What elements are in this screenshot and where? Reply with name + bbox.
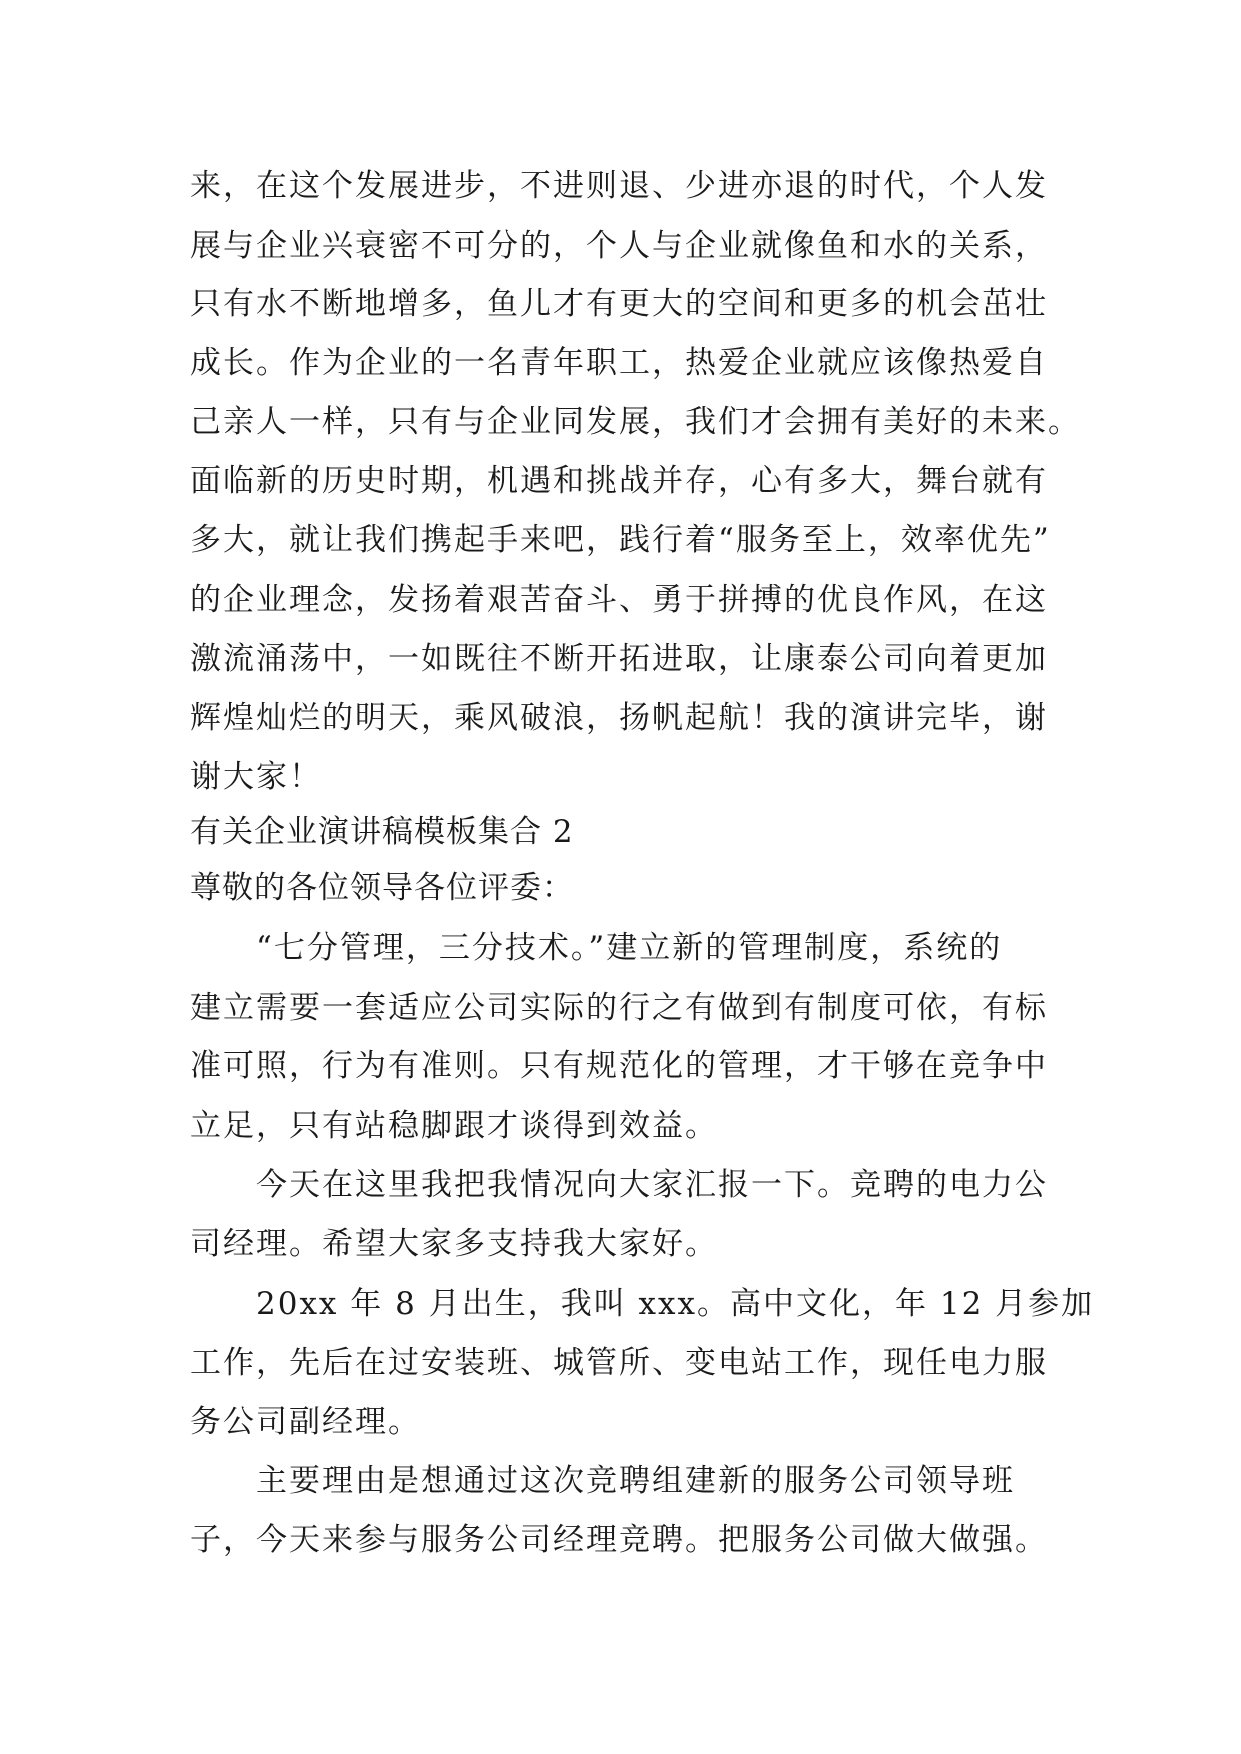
paragraph-line: 展与企业兴衰密不可分的，个人与企业就像鱼和水的关系，	[190, 228, 1048, 264]
paragraph-line: 主要理由是想通过这次竞聘组建新的服务公司领导班	[256, 1463, 1015, 1499]
section-title: 有关企业演讲稿模板集合 2	[190, 814, 574, 850]
paragraph-line: 建立需要一套适应公司实际的行之有做到有制度可依，有标	[190, 990, 1048, 1026]
paragraph-line: 司经理。希望大家多支持我大家好。	[190, 1226, 718, 1262]
paragraph-line: 务公司副经理。	[190, 1404, 421, 1440]
paragraph-line: 今天在这里我把我情况向大家汇报一下。竞聘的电力公	[256, 1167, 1048, 1203]
paragraph-line: 面临新的历史时期，机遇和挑战并存，心有多大，舞台就有	[190, 463, 1048, 499]
paragraph-line: 己亲人一样，只有与企业同发展，我们才会拥有美好的未来。	[190, 404, 1081, 440]
paragraph-line: 20xx 年 8 月出生，我叫 xxx。高中文化，年 12 月参加	[256, 1286, 1095, 1322]
paragraph-line: 成长。作为企业的一名青年职工，热爱企业就应该像热爱自	[190, 345, 1048, 381]
paragraph-line: 立足，只有站稳脚跟才谈得到效益。	[190, 1108, 718, 1144]
paragraph-line: 工作，先后在过安装班、城管所、变电站工作，现任电力服	[190, 1345, 1048, 1381]
paragraph-line: 只有水不断地增多，鱼儿才有更大的空间和更多的机会茁壮	[190, 286, 1048, 322]
paragraph-line: 谢大家！	[190, 759, 322, 795]
paragraph-line: 多大，就让我们携起手来吧，践行着“服务至上，效率优先”	[190, 522, 1051, 558]
paragraph-line: “七分管理，三分技术。”建立新的管理制度，系统的	[256, 930, 1003, 966]
paragraph-line: 激流涌荡中，一如既往不断开拓进取，让康泰公司向着更加	[190, 641, 1048, 677]
paragraph-line: 辉煌灿烂的明天，乘风破浪，扬帆起航！我的演讲完毕，谢	[190, 700, 1048, 736]
paragraph-line: 准可照，行为有准则。只有规范化的管理，才干够在竞争中	[190, 1048, 1048, 1084]
paragraph-line: 的企业理念，发扬着艰苦奋斗、勇于拼搏的优良作风，在这	[190, 582, 1048, 618]
paragraph-line: 来，在这个发展进步，不进则退、少进亦退的时代，个人发	[190, 168, 1048, 204]
paragraph-line: 子，今天来参与服务公司经理竞聘。把服务公司做大做强。	[190, 1522, 1048, 1558]
salutation: 尊敬的各位领导各位评委：	[190, 870, 574, 906]
